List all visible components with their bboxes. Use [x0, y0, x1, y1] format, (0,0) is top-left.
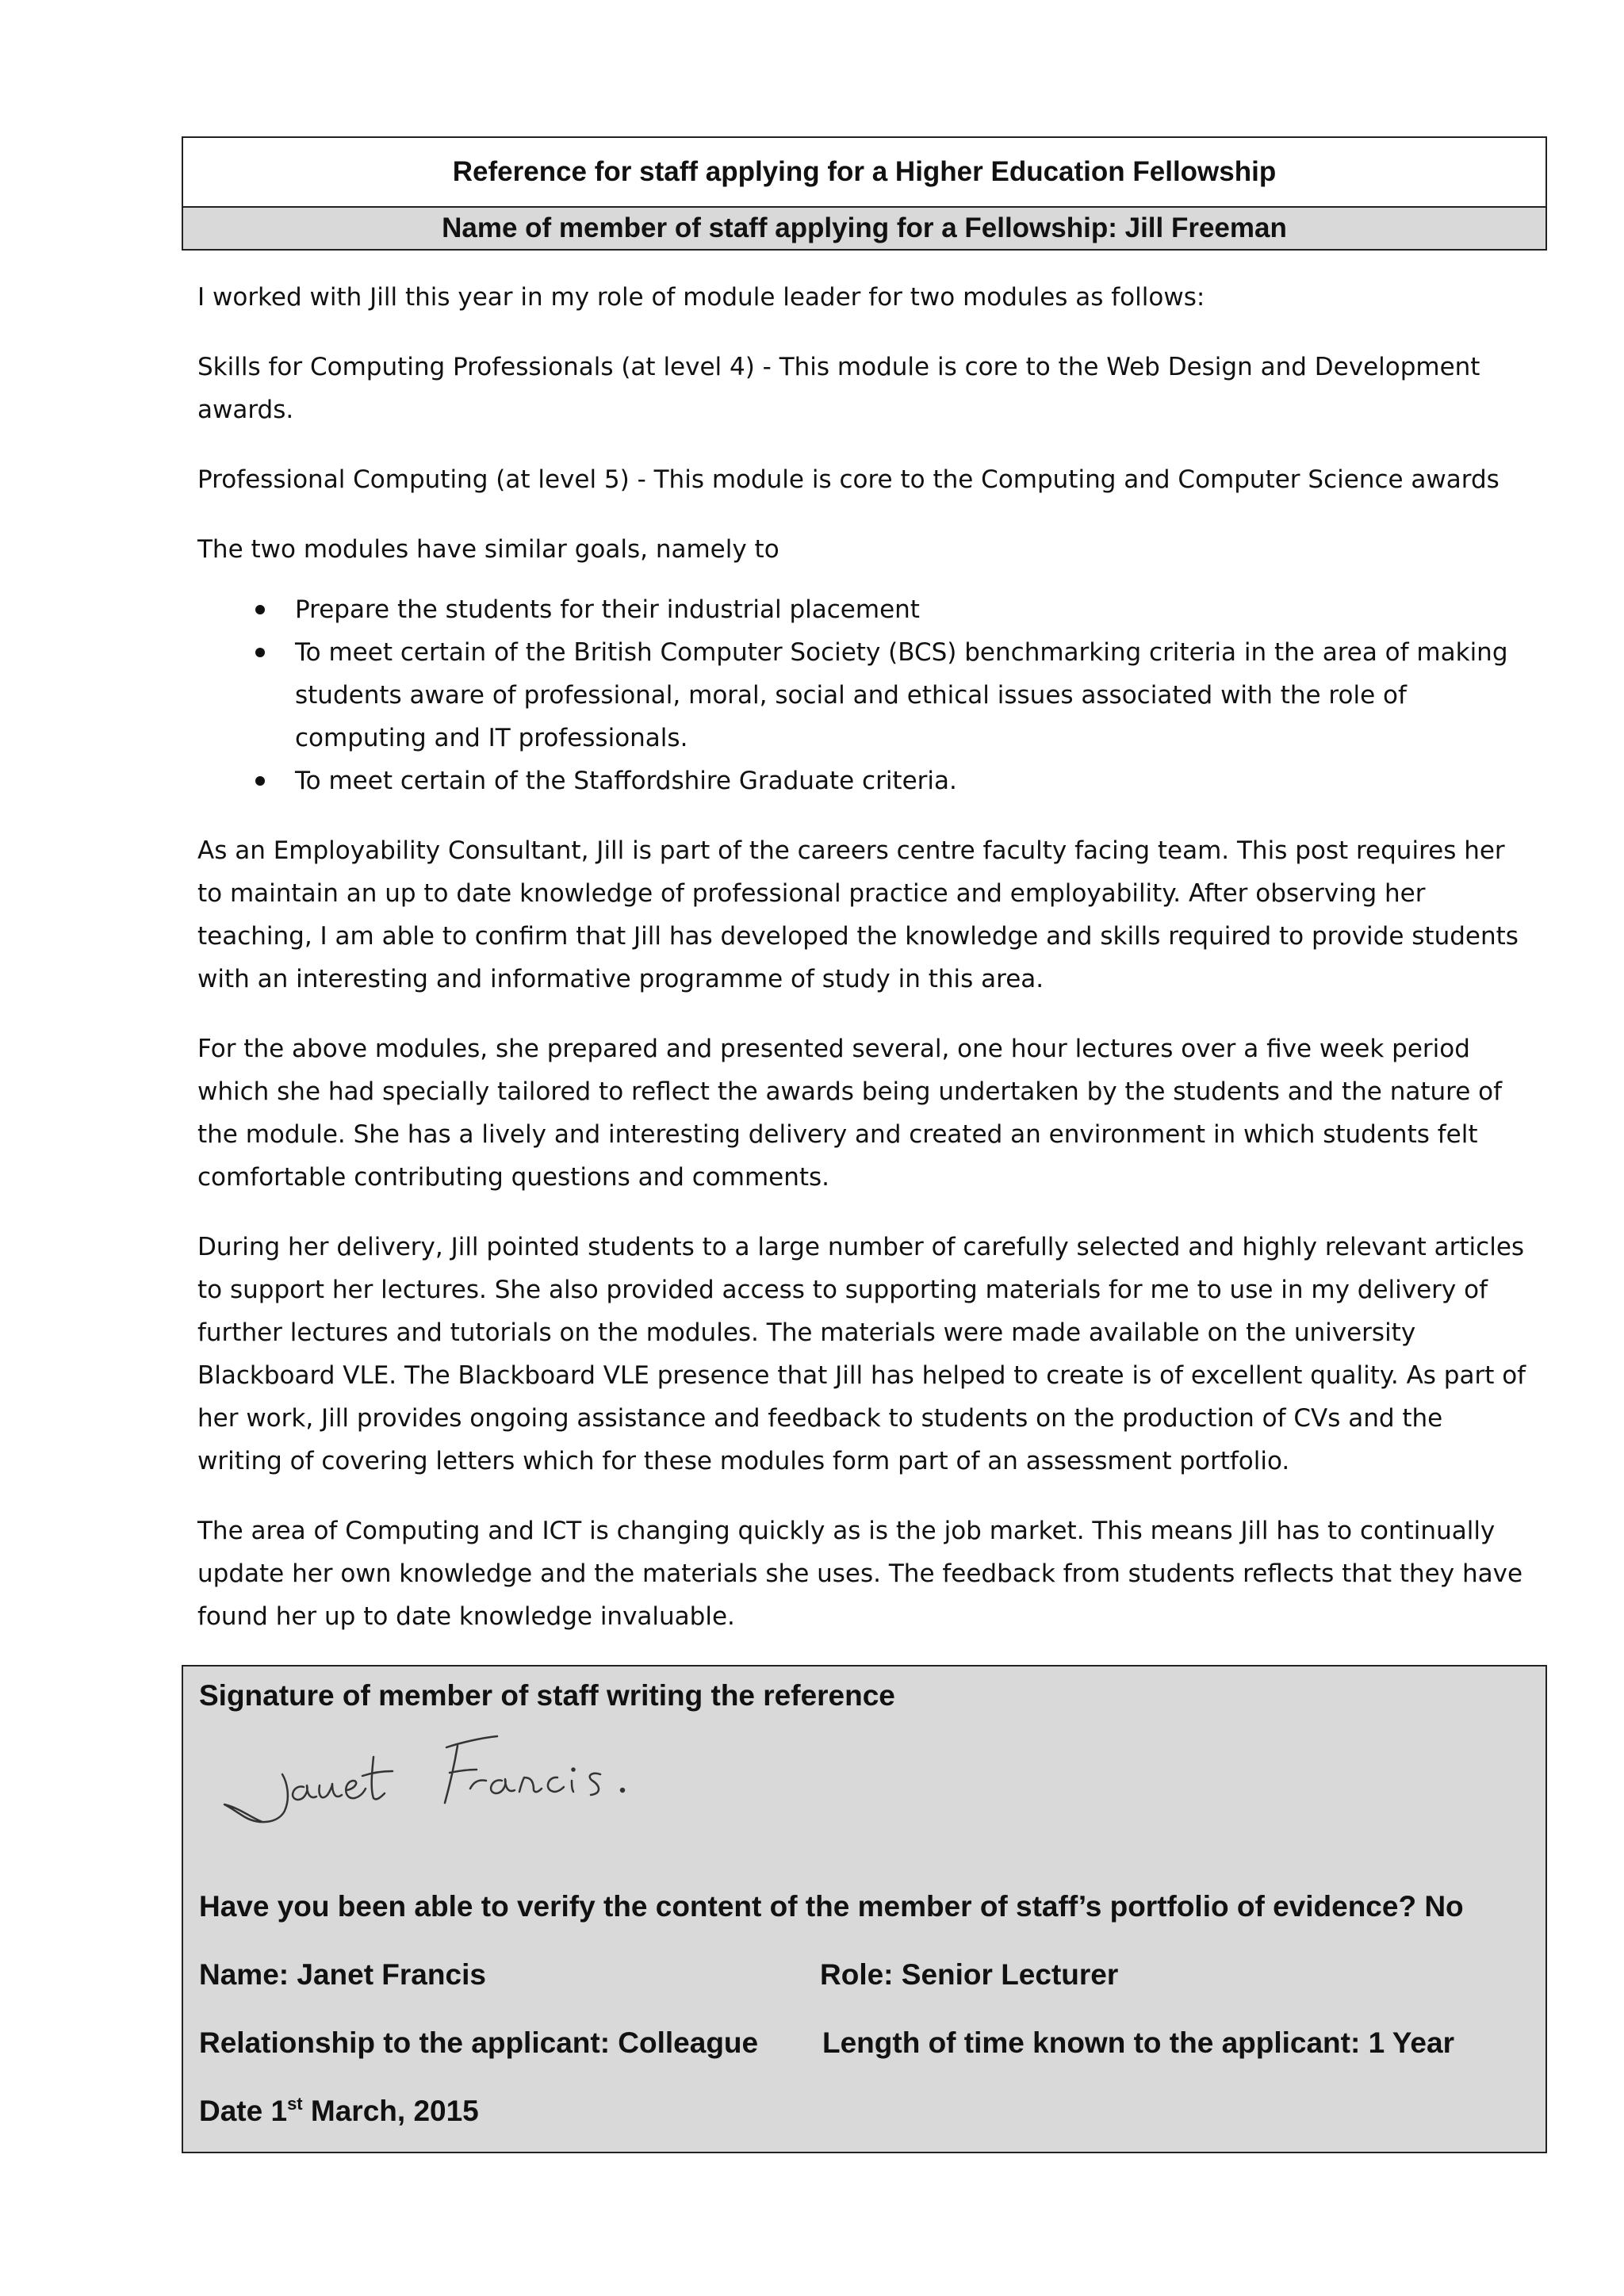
delivery-paragraph: During her delivery, Jill pointed students to a large number of carefully selected and highly relevant articles to support her lectures. She also provided access to supporting materials for me to use in my delivery of further lectures and tutorials on the modules. The materials were made available on the university Blackboard VLE. The Blackboard VLE presence that Jill has helped to create is of excellent quality. As part of her work, Jill provides ongoing assistance and feedback to students on the production of CVs and the writing of covering letters which for these modules form part of an assessment portfolio.	[197, 1233, 1526, 1475]
list-item: To meet certain of the Staffordshire Graduate criteria.	[295, 760, 1531, 802]
consultant-paragraph: As an Employability Consultant, Jill is part of the careers centre faculty facing team. This post requires her to maintain an up to date knowledge of professional practice and employability. After observing her teaching, I am able to confirm that Jill has developed the knowledge and skills required to provide students with an interesting and informative programme of study in this area.	[197, 836, 1519, 993]
date-rest: March, 2015	[302, 2095, 479, 2127]
signature-box	[182, 1665, 1547, 2153]
date-superscript: st	[287, 2094, 303, 2114]
date-prefix: Date 1	[199, 2095, 288, 2127]
handwritten-signature	[199, 1717, 1530, 1885]
lectures-paragraph: For the above modules, she prepared and presented several, one hour lectures over a five week period which she had specially tailored to reflect the awards being undertaken by the students and the nature of the module. She has a lively and interesting delivery and created an environment in which students felt comfortable contributing questions and comments.	[197, 1035, 1503, 1192]
date-line	[199, 2090, 1530, 2133]
goals-list	[197, 588, 1531, 802]
header-box	[182, 136, 1547, 251]
length-known: Length of time known to the applicant: 1 Year	[822, 2026, 1454, 2059]
reference-body	[182, 276, 1547, 1638]
page-title: Reference for staff applying for a Higher Education Fellowship	[452, 156, 1277, 187]
signature-heading: Signature of member of staff writing the reference	[199, 1679, 895, 1712]
ict-paragraph: The area of Computing and ICT is changing quickly as is the job market. This means Jill has to continually update her own knowledge and the materials she uses. The feedback from students reflects that they have found her up to date knowledge invaluable.	[197, 1517, 1523, 1631]
reference-form	[182, 136, 1547, 2153]
referee-name: Name: Janet Francis	[199, 1958, 486, 1991]
signature-image	[215, 1725, 722, 1844]
verify-question: Have you been able to verify the content of the member of staff’s portfolio of evidence? No	[199, 1890, 1464, 1923]
referee-role: Role: Senior Lecturer	[820, 1958, 1119, 1991]
module2-paragraph: Professional Computing (at level 5) - This module is core to the Computing and Computer Science awards	[197, 465, 1500, 494]
list-item: To meet certain of the British Computer Society (BCS) benchmarking criteria in the area of making students aware of professional, moral, social and ethical issues associated with the role of computing and IT professionals.	[295, 631, 1531, 760]
goals-intro: The two modules have similar goals, namely to	[197, 535, 779, 564]
intro-paragraph: I worked with Jill this year in my role of module leader for two modules as follows:	[197, 283, 1205, 312]
list-item: Prepare the students for their industrial placement	[295, 588, 1531, 631]
module1-paragraph: Skills for Computing Professionals (at level 4) - This module is core to the Web Design and Development awards.	[197, 353, 1480, 424]
relationship-row	[199, 2022, 1530, 2064]
relationship: Relationship to the applicant: Colleague	[199, 2026, 759, 2059]
name-role-row	[199, 1954, 1530, 1996]
applicant-name-line: Name of member of staff applying for a Fellowship: Jill Freeman	[183, 206, 1545, 249]
